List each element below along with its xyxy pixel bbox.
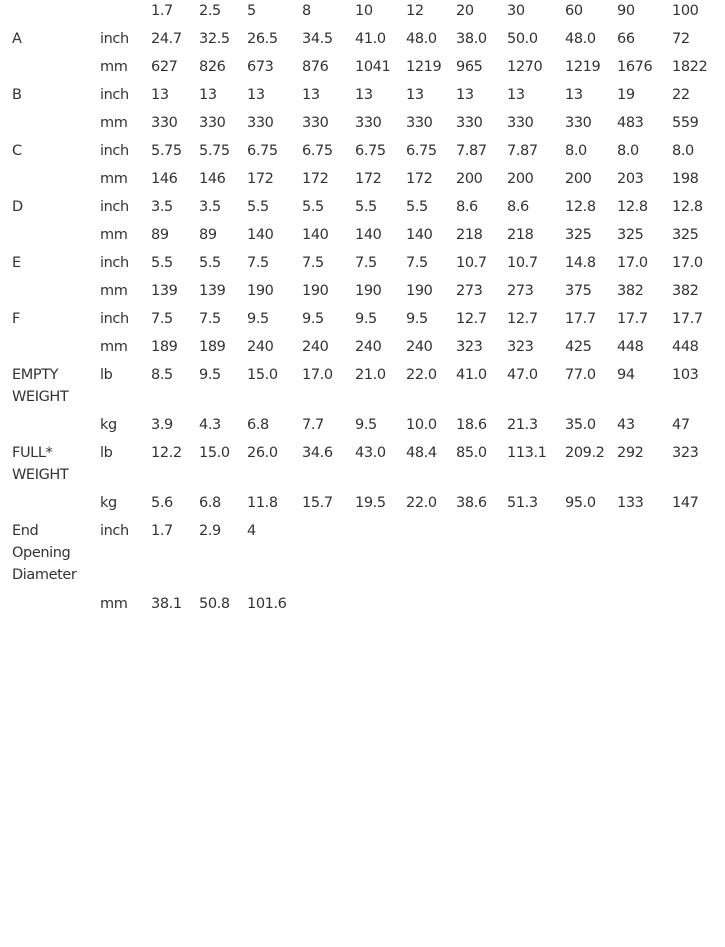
- value-cell: 10.7: [456, 255, 487, 271]
- value-cell: 1219: [406, 59, 442, 75]
- parameter-label: [0, 112, 100, 140]
- value-cell: 325: [617, 227, 644, 243]
- value-cell: [565, 593, 617, 621]
- value-cell: 146: [199, 171, 226, 187]
- value-cell: 48.0: [565, 31, 596, 47]
- parameter-label: [0, 224, 100, 252]
- value-cell: [507, 593, 565, 621]
- value-cell: 15.7: [302, 495, 333, 511]
- unit-label: mm: [100, 227, 128, 243]
- unit-label: kg: [100, 495, 117, 511]
- parameter-label: [0, 280, 100, 308]
- value-cell: 9.5: [199, 367, 221, 383]
- value-cell: 200: [507, 171, 534, 187]
- value-cell: 19.5: [355, 495, 386, 511]
- value-cell: 1.7: [151, 523, 173, 539]
- unit-label: inch: [100, 255, 129, 271]
- value-cell: 147: [672, 495, 699, 511]
- value-cell: 95.0: [565, 495, 596, 511]
- parameter-label: D: [12, 199, 23, 215]
- value-cell: [355, 593, 406, 621]
- value-cell: 48.0: [406, 31, 437, 47]
- value-cell: 9.5: [355, 417, 377, 433]
- value-cell: 448: [672, 339, 699, 355]
- value-cell: 89: [199, 227, 217, 243]
- value-cell: 12.8: [617, 199, 648, 215]
- value-cell: 13: [507, 87, 525, 103]
- value-cell: 50.8: [199, 596, 230, 612]
- value-cell: 8.5: [151, 367, 173, 383]
- value-cell: 8.0: [617, 143, 639, 159]
- value-cell: 43: [617, 417, 635, 433]
- value-cell: 10.0: [406, 417, 437, 433]
- value-cell: 22.0: [406, 495, 437, 511]
- parameter-label: [0, 414, 100, 442]
- table-row: [0, 280, 725, 308]
- value-cell: 17.7: [617, 311, 648, 327]
- value-cell: 1041: [355, 59, 391, 75]
- value-cell: [456, 520, 507, 593]
- value-cell: [355, 520, 406, 593]
- value-cell: [406, 520, 456, 593]
- value-cell: 330: [151, 115, 178, 131]
- value-cell: 139: [199, 283, 226, 299]
- table-row: [0, 364, 725, 414]
- header-capacity-cell: 90: [617, 3, 635, 19]
- value-cell: 330: [247, 115, 274, 131]
- value-cell: 190: [406, 283, 433, 299]
- value-cell: 7.87: [507, 143, 538, 159]
- value-cell: 200: [565, 171, 592, 187]
- unit-label: inch: [100, 311, 129, 327]
- value-cell: 172: [302, 171, 329, 187]
- value-cell: 5.5: [302, 199, 324, 215]
- unit-label: mm: [100, 171, 128, 187]
- table-row: [0, 28, 725, 56]
- value-cell: 8.6: [456, 199, 478, 215]
- value-cell: 22: [672, 87, 690, 103]
- parameter-label: A: [12, 31, 22, 47]
- value-cell: 330: [406, 115, 433, 131]
- value-cell: 190: [355, 283, 382, 299]
- value-cell: 11.8: [247, 495, 278, 511]
- unit-label: inch: [100, 523, 129, 539]
- value-cell: 203: [617, 171, 644, 187]
- parameter-label: [0, 336, 100, 364]
- value-cell: [565, 520, 617, 593]
- value-cell: 330: [507, 115, 534, 131]
- value-cell: 139: [151, 283, 178, 299]
- value-cell: 34.5: [302, 31, 333, 47]
- unit-label: inch: [100, 87, 129, 103]
- unit-label: lb: [100, 445, 113, 461]
- value-cell: 240: [406, 339, 433, 355]
- value-cell: 17.0: [617, 255, 648, 271]
- value-cell: 240: [355, 339, 382, 355]
- table-row: [0, 84, 725, 112]
- value-cell: 3.5: [151, 199, 173, 215]
- value-cell: 7.5: [199, 311, 221, 327]
- value-cell: 89: [151, 227, 169, 243]
- value-cell: [406, 593, 456, 621]
- value-cell: 273: [507, 283, 534, 299]
- value-cell: 325: [565, 227, 592, 243]
- value-cell: 673: [247, 59, 274, 75]
- value-cell: 38.1: [151, 596, 182, 612]
- parameter-label: FULL* WEIGHT: [12, 445, 69, 483]
- value-cell: 7.87: [456, 143, 487, 159]
- value-cell: [302, 593, 355, 621]
- value-cell: 12.8: [672, 199, 703, 215]
- value-cell: 330: [355, 115, 382, 131]
- value-cell: 13: [247, 87, 265, 103]
- table-row: [0, 140, 725, 168]
- value-cell: 13: [302, 87, 320, 103]
- value-cell: 50.0: [507, 31, 538, 47]
- value-cell: 172: [355, 171, 382, 187]
- table-row: [0, 520, 725, 593]
- value-cell: 6.8: [247, 417, 269, 433]
- header-empty-cell: [100, 0, 151, 28]
- parameter-label: [0, 56, 100, 84]
- value-cell: 13: [406, 87, 424, 103]
- parameter-label: End Opening Diameter: [12, 523, 77, 583]
- value-cell: 876: [302, 59, 329, 75]
- unit-label: mm: [100, 283, 128, 299]
- value-cell: 12.7: [456, 311, 487, 327]
- value-cell: 5.75: [199, 143, 230, 159]
- value-cell: 12.7: [507, 311, 538, 327]
- value-cell: 17.0: [672, 255, 703, 271]
- value-cell: 323: [672, 445, 699, 461]
- unit-label: inch: [100, 143, 129, 159]
- value-cell: [617, 593, 672, 621]
- value-cell: 140: [355, 227, 382, 243]
- value-cell: 34.6: [302, 445, 333, 461]
- value-cell: 240: [247, 339, 274, 355]
- value-cell: 72: [672, 31, 690, 47]
- value-cell: 6.75: [406, 143, 437, 159]
- value-cell: 4.3: [199, 417, 221, 433]
- value-cell: 14.8: [565, 255, 596, 271]
- unit-label: mm: [100, 596, 128, 612]
- header-empty-cell: [0, 0, 100, 28]
- value-cell: [507, 520, 565, 593]
- table-row: [0, 196, 725, 224]
- header-capacity-cell: 60: [565, 3, 583, 19]
- unit-label: lb: [100, 367, 113, 383]
- value-cell: 330: [456, 115, 483, 131]
- value-cell: 15.0: [247, 367, 278, 383]
- value-cell: 94: [617, 367, 635, 383]
- value-cell: 13: [565, 87, 583, 103]
- value-cell: 17.0: [302, 367, 333, 383]
- value-cell: 12.8: [565, 199, 596, 215]
- header-capacity-cell: 5: [247, 3, 256, 19]
- value-cell: 172: [247, 171, 274, 187]
- value-cell: 1822: [672, 59, 708, 75]
- value-cell: 382: [672, 283, 699, 299]
- value-cell: 826: [199, 59, 226, 75]
- value-cell: 3.5: [199, 199, 221, 215]
- header-capacity-cell: 12: [406, 3, 424, 19]
- value-cell: 133: [617, 495, 644, 511]
- table-row: [0, 336, 725, 364]
- value-cell: 32.5: [199, 31, 230, 47]
- header-capacity-cell: 10: [355, 3, 373, 19]
- value-cell: 9.5: [355, 311, 377, 327]
- value-cell: 48.4: [406, 445, 437, 461]
- value-cell: 38.0: [456, 31, 487, 47]
- value-cell: 190: [247, 283, 274, 299]
- value-cell: 43.0: [355, 445, 386, 461]
- value-cell: 51.3: [507, 495, 538, 511]
- table-row: [0, 56, 725, 84]
- value-cell: 12.2: [151, 445, 182, 461]
- value-cell: 140: [406, 227, 433, 243]
- unit-label: inch: [100, 199, 129, 215]
- parameter-label: F: [12, 311, 20, 327]
- value-cell: 375: [565, 283, 592, 299]
- value-cell: 172: [406, 171, 433, 187]
- unit-label: inch: [100, 31, 129, 47]
- value-cell: 7.5: [151, 311, 173, 327]
- header-capacity-cell: 30: [507, 3, 525, 19]
- value-cell: 146: [151, 171, 178, 187]
- value-cell: 21.0: [355, 367, 386, 383]
- value-cell: [672, 593, 725, 621]
- parameter-label: EMPTY WEIGHT: [12, 367, 69, 405]
- header-capacity-cell: 2.5: [199, 3, 221, 19]
- value-cell: 113.1: [507, 445, 547, 461]
- value-cell: 6.8: [199, 495, 221, 511]
- value-cell: 4: [247, 523, 256, 539]
- parameter-label: [0, 168, 100, 196]
- value-cell: 6.75: [355, 143, 386, 159]
- header-capacity-cell: 8: [302, 3, 311, 19]
- value-cell: 13: [456, 87, 474, 103]
- value-cell: 38.6: [456, 495, 487, 511]
- value-cell: 218: [507, 227, 534, 243]
- value-cell: 209.2: [565, 445, 605, 461]
- value-cell: 5.5: [355, 199, 377, 215]
- table-row: [0, 168, 725, 196]
- value-cell: 85.0: [456, 445, 487, 461]
- value-cell: 13: [199, 87, 217, 103]
- value-cell: 7.5: [247, 255, 269, 271]
- value-cell: 218: [456, 227, 483, 243]
- value-cell: 273: [456, 283, 483, 299]
- value-cell: 5.6: [151, 495, 173, 511]
- value-cell: 24.7: [151, 31, 182, 47]
- value-cell: 425: [565, 339, 592, 355]
- table-row: [0, 442, 725, 492]
- value-cell: 189: [151, 339, 178, 355]
- value-cell: 77.0: [565, 367, 596, 383]
- value-cell: 17.7: [672, 311, 703, 327]
- table-row: [0, 252, 725, 280]
- value-cell: 9.5: [406, 311, 428, 327]
- value-cell: 140: [247, 227, 274, 243]
- value-cell: 21.3: [507, 417, 538, 433]
- unit-label: mm: [100, 339, 128, 355]
- value-cell: 8.0: [672, 143, 694, 159]
- table-row: [0, 593, 725, 621]
- value-cell: 18.6: [456, 417, 487, 433]
- value-cell: 41.0: [456, 367, 487, 383]
- value-cell: 66: [617, 31, 635, 47]
- value-cell: 22.0: [406, 367, 437, 383]
- value-cell: 1219: [565, 59, 601, 75]
- value-cell: [617, 520, 672, 593]
- value-cell: 26.5: [247, 31, 278, 47]
- value-cell: 8.0: [565, 143, 587, 159]
- value-cell: 101.6: [247, 596, 287, 612]
- value-cell: 8.6: [507, 199, 529, 215]
- value-cell: 198: [672, 171, 699, 187]
- value-cell: 1676: [617, 59, 653, 75]
- value-cell: 103: [672, 367, 699, 383]
- value-cell: 13: [355, 87, 373, 103]
- value-cell: 325: [672, 227, 699, 243]
- value-cell: 26.0: [247, 445, 278, 461]
- value-cell: 17.7: [565, 311, 596, 327]
- value-cell: [302, 520, 355, 593]
- value-cell: 189: [199, 339, 226, 355]
- value-cell: 140: [302, 227, 329, 243]
- value-cell: 627: [151, 59, 178, 75]
- value-cell: 9.5: [247, 311, 269, 327]
- value-cell: [456, 593, 507, 621]
- value-cell: 41.0: [355, 31, 386, 47]
- value-cell: 323: [456, 339, 483, 355]
- value-cell: 47.0: [507, 367, 538, 383]
- value-cell: 47: [672, 417, 690, 433]
- value-cell: 19: [617, 87, 635, 103]
- value-cell: 330: [565, 115, 592, 131]
- unit-label: mm: [100, 115, 128, 131]
- value-cell: [672, 520, 725, 593]
- value-cell: 15.0: [199, 445, 230, 461]
- table-row: [0, 492, 725, 520]
- header-capacity-cell: 1.7: [151, 3, 173, 19]
- value-cell: 7.7: [302, 417, 324, 433]
- parameter-label: [0, 593, 100, 621]
- parameter-label: E: [12, 255, 21, 271]
- table-row: [0, 112, 725, 140]
- value-cell: 5.5: [199, 255, 221, 271]
- value-cell: 6.75: [247, 143, 278, 159]
- value-cell: 330: [199, 115, 226, 131]
- header-capacity-cell: 100: [672, 3, 699, 19]
- value-cell: 5.5: [247, 199, 269, 215]
- value-cell: 240: [302, 339, 329, 355]
- table-row: [0, 308, 725, 336]
- value-cell: 448: [617, 339, 644, 355]
- value-cell: 190: [302, 283, 329, 299]
- value-cell: 7.5: [302, 255, 324, 271]
- value-cell: 10.7: [507, 255, 538, 271]
- value-cell: 382: [617, 283, 644, 299]
- value-cell: 330: [302, 115, 329, 131]
- header-row: [0, 0, 725, 28]
- value-cell: 1270: [507, 59, 543, 75]
- value-cell: 13: [151, 87, 169, 103]
- value-cell: 200: [456, 171, 483, 187]
- value-cell: 35.0: [565, 417, 596, 433]
- parameter-label: C: [12, 143, 22, 159]
- value-cell: 323: [507, 339, 534, 355]
- unit-label: mm: [100, 59, 128, 75]
- parameter-label: B: [12, 87, 22, 103]
- value-cell: 559: [672, 115, 699, 131]
- value-cell: 292: [617, 445, 644, 461]
- value-cell: 6.75: [302, 143, 333, 159]
- table-row: [0, 414, 725, 442]
- value-cell: 3.9: [151, 417, 173, 433]
- header-capacity-cell: 20: [456, 3, 474, 19]
- value-cell: 7.5: [355, 255, 377, 271]
- value-cell: 483: [617, 115, 644, 131]
- table-row: [0, 224, 725, 252]
- unit-label: kg: [100, 417, 117, 433]
- value-cell: 9.5: [302, 311, 324, 327]
- value-cell: 965: [456, 59, 483, 75]
- value-cell: 7.5: [406, 255, 428, 271]
- value-cell: 5.5: [151, 255, 173, 271]
- value-cell: 5.75: [151, 143, 182, 159]
- parameter-label: [0, 492, 100, 520]
- value-cell: 5.5: [406, 199, 428, 215]
- value-cell: 2.9: [199, 523, 221, 539]
